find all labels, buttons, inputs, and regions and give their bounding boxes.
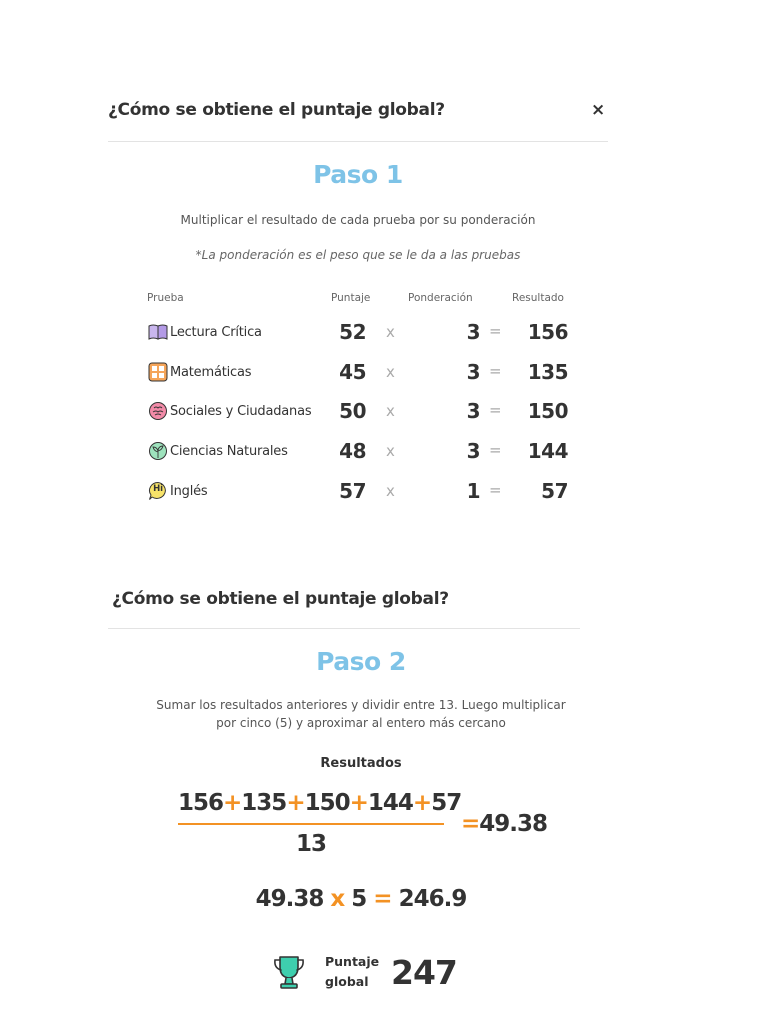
final-label-line2: global [325, 974, 369, 989]
equals-sign: = [373, 886, 392, 912]
weight-value: 3 [466, 360, 480, 384]
trophy-icon [270, 953, 308, 995]
plus-sign: + [286, 790, 305, 816]
result-value: 156 [527, 320, 568, 344]
fraction-numerator [178, 790, 462, 816]
quotient-value: 49.38 [479, 811, 548, 837]
multiply-sign: x [386, 402, 395, 420]
step2-divider [108, 628, 580, 629]
column-header-prueba: Prueba [147, 292, 184, 304]
final-score: 247 [391, 953, 457, 992]
column-header-ponderacion: Ponderación [408, 292, 473, 304]
weight-value: 3 [466, 399, 480, 423]
modal-title: ¿Cómo se obtiene el puntaje global? [108, 100, 445, 120]
multiplication-line [108, 886, 614, 912]
speech-bubble-text: Hi [153, 484, 163, 494]
multiply-sign: x [330, 886, 345, 912]
product-value: 246.9 [398, 886, 467, 912]
equals-sign: = [489, 401, 502, 419]
multiply-sign: x [386, 442, 395, 460]
result-value: 135 [527, 360, 568, 384]
brain-icon [148, 401, 168, 421]
result-value: 150 [527, 399, 568, 423]
fraction-denominator: 13 [295, 831, 326, 857]
results-label: Resultados [320, 756, 402, 771]
table-row [0, 476, 768, 508]
numerator-term: 57 [431, 790, 462, 816]
leaf-icon [148, 441, 168, 461]
book-icon [148, 322, 168, 342]
calculator-icon [148, 362, 168, 382]
table-row [0, 357, 768, 389]
equals-sign: = [489, 441, 502, 459]
weight-value: 3 [466, 439, 480, 463]
subject-name: Inglés [170, 483, 208, 499]
quotient [461, 811, 547, 837]
equals-sign: = [461, 811, 480, 837]
result-value: 57 [541, 479, 568, 503]
subject-name: Matemáticas [170, 364, 252, 380]
score-value: 52 [339, 320, 366, 344]
multiply-left-value: 49.38 [255, 886, 324, 912]
plus-sign: + [349, 790, 368, 816]
score-value: 57 [339, 479, 366, 503]
equals-sign: = [489, 322, 502, 340]
step2-heading: Paso 2 [316, 647, 406, 676]
score-value: 48 [339, 439, 366, 463]
speech-bubble-icon [148, 481, 168, 501]
step2-description-line1: Sumar los resultados anteriores y dividir entre 13. Luego multiplicar [156, 698, 566, 712]
subject-name: Ciencias Naturales [170, 443, 288, 459]
subject-cell [148, 362, 251, 382]
final-label-line1: Puntaje [325, 954, 380, 969]
step2-description [108, 696, 614, 732]
weight-value: 3 [466, 320, 480, 344]
numerator-term: 156 [178, 790, 224, 816]
subject-name: Lectura Crítica [170, 324, 262, 340]
subject-cell [148, 401, 311, 421]
equals-sign: = [489, 362, 502, 380]
numerator-term: 135 [241, 790, 287, 816]
final-score-label [325, 952, 379, 992]
step1-note: *La ponderación es el peso que se le da a las pruebas [195, 248, 521, 262]
plus-sign: + [412, 790, 432, 816]
weight-value: 1 [466, 479, 480, 503]
plus-sign: + [223, 790, 242, 816]
multiply-sign: x [386, 323, 395, 341]
table-row [0, 396, 768, 428]
close-button[interactable] [591, 102, 605, 119]
step1-description: Multiplicar el resultado de cada prueba por su ponderación [180, 213, 536, 227]
score-value: 50 [339, 399, 366, 423]
score-value: 45 [339, 360, 366, 384]
result-value: 144 [527, 439, 568, 463]
numerator-term: 144 [367, 790, 413, 816]
step1-heading: Paso 1 [313, 160, 403, 189]
multiply-sign: x [386, 363, 395, 381]
multiply-sign: x [386, 482, 395, 500]
subject-cell [148, 481, 208, 501]
step2-description-line2: por cinco (5) y aproximar al entero más cercano [216, 716, 506, 730]
table-row [0, 436, 768, 468]
step2-title: ¿Cómo se obtiene el puntaje global? [112, 589, 449, 609]
header-divider [108, 141, 608, 142]
subject-cell [148, 322, 262, 342]
fraction-line [178, 823, 444, 825]
subject-cell [148, 441, 288, 461]
numerator-term: 150 [304, 790, 350, 816]
equals-sign: = [489, 481, 502, 499]
subject-name: Sociales y Ciudadanas [170, 403, 312, 419]
column-header-resultado: Resultado [512, 292, 564, 304]
multiplier-value: 5 [351, 886, 367, 912]
column-header-puntaje: Puntaje [331, 292, 371, 304]
close-icon: × [591, 100, 606, 120]
table-row [0, 317, 768, 349]
